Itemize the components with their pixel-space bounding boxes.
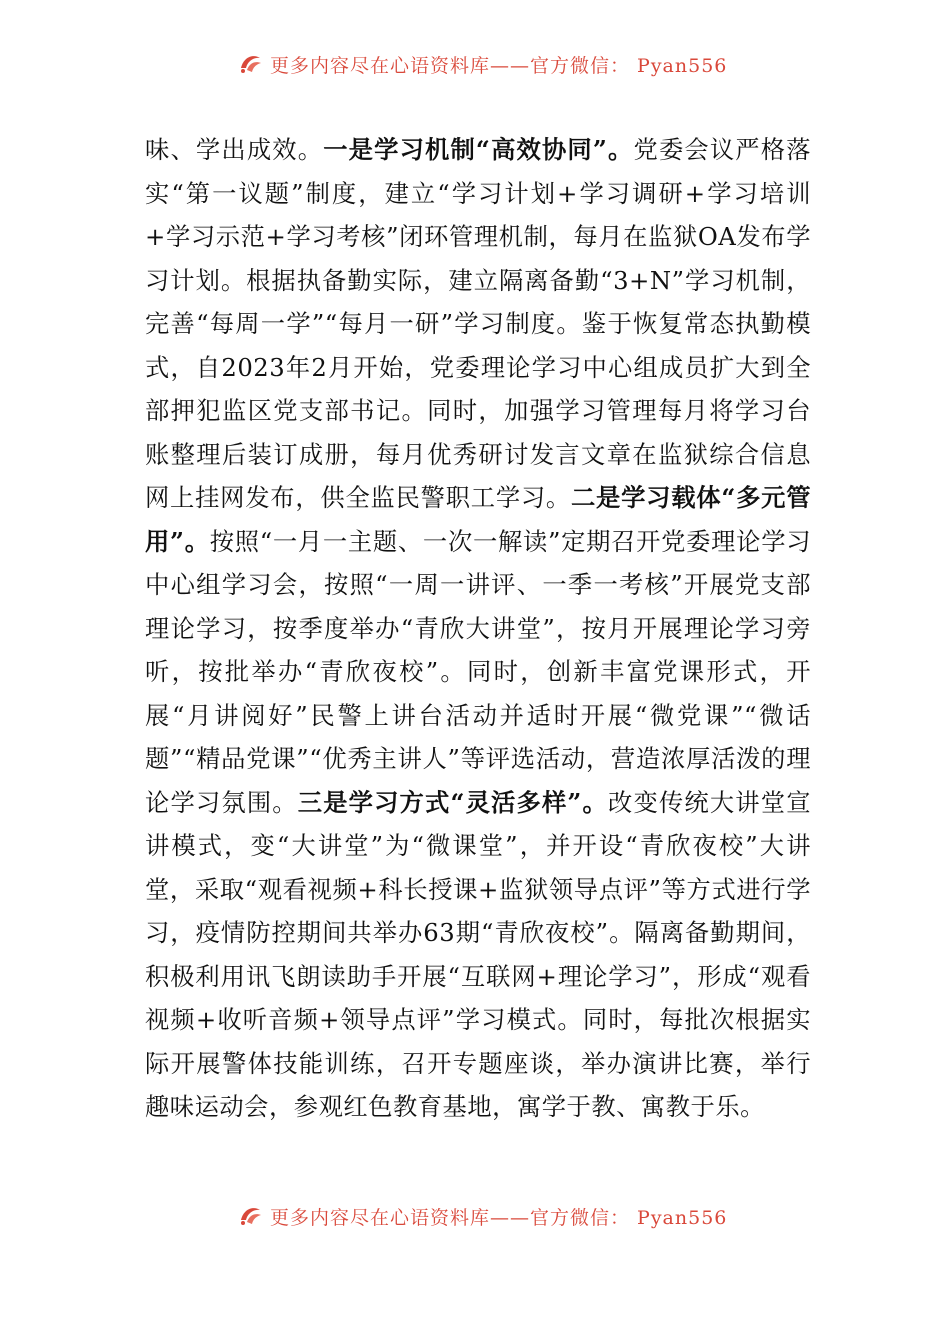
logo-icon [238, 52, 264, 80]
text-run: 按照“一月一主题、一次一解读”定期召开党委理论学习中心组学习会，按照“一周一讲评、一季一考核”开展党支部理论学习，按季度举办“青欣大讲堂”，按月开展理论学习旁听，按批举办“青欣夜校”。同时，创新丰富党课形式，开展“月讲阅好”民警上讲台活动并适时开展“微党课”“微话题”“精品党课”“优秀主讲人”等评选活动，营造浓厚活泼的理论学习氛围。 [145, 526, 811, 817]
text-run: 党委会议严格落实“第一议题”制度，建立“学习计划+学习调研+学习培训+学习示范+学习考核”闭环管理机制，每月在监狱OA发布学习计划。根据执备勤实际，建立隔离备勤“3+N”学习机制，完善“每周一学”“每月一研”学习制度。鉴于恢复常态执勤模式，自2023年2月开始，党委理论学习中心组成员扩大到全部押犯监区党支部书记。同时，加强学习管理每月将学习台账整理后装订成册，每月优秀研讨发言文章在监狱综合信息网上挂网发布，供全监民警职工学习。 [145, 135, 812, 512]
heading-three: 三是学习方式“灵活多样”。 [297, 787, 609, 817]
body-paragraph [145, 128, 811, 1129]
heading-one: 一是学习机制“高效协同”。 [323, 135, 634, 164]
header-banner [238, 52, 758, 86]
footer-banner [238, 1204, 758, 1238]
header-banner-text: 更多内容尽在心语资料库——官方微信： Pyan556 [270, 55, 728, 77]
text-run: 味、学出成效。 [145, 135, 324, 164]
logo-icon [238, 1204, 264, 1232]
text-run: 改变传统大讲堂宣讲模式，变“大讲堂”为“微课堂”，并开设“青欣夜校”大讲堂，采取“观看视频+科长授课+监狱领导点评”等方式进行学习，疫情防控期间共举办63期“青欣夜校”。隔离备勤期间，积极利用讯飞朗读助手开展“互联网+理论学习”，形成“观看视频+收听音频+领导点评”学习模式。同时，每批次根据实际开展警体技能训练，召开专题座谈，举办演讲比赛，举行趣味运动会，参观红色教育基地，寓学于教、寓教于乐。 [145, 787, 812, 1121]
footer-banner-text: 更多内容尽在心语资料库——官方微信： Pyan556 [270, 1207, 728, 1229]
heading-two: 二是学习载体“多元管用”。 [145, 483, 811, 556]
